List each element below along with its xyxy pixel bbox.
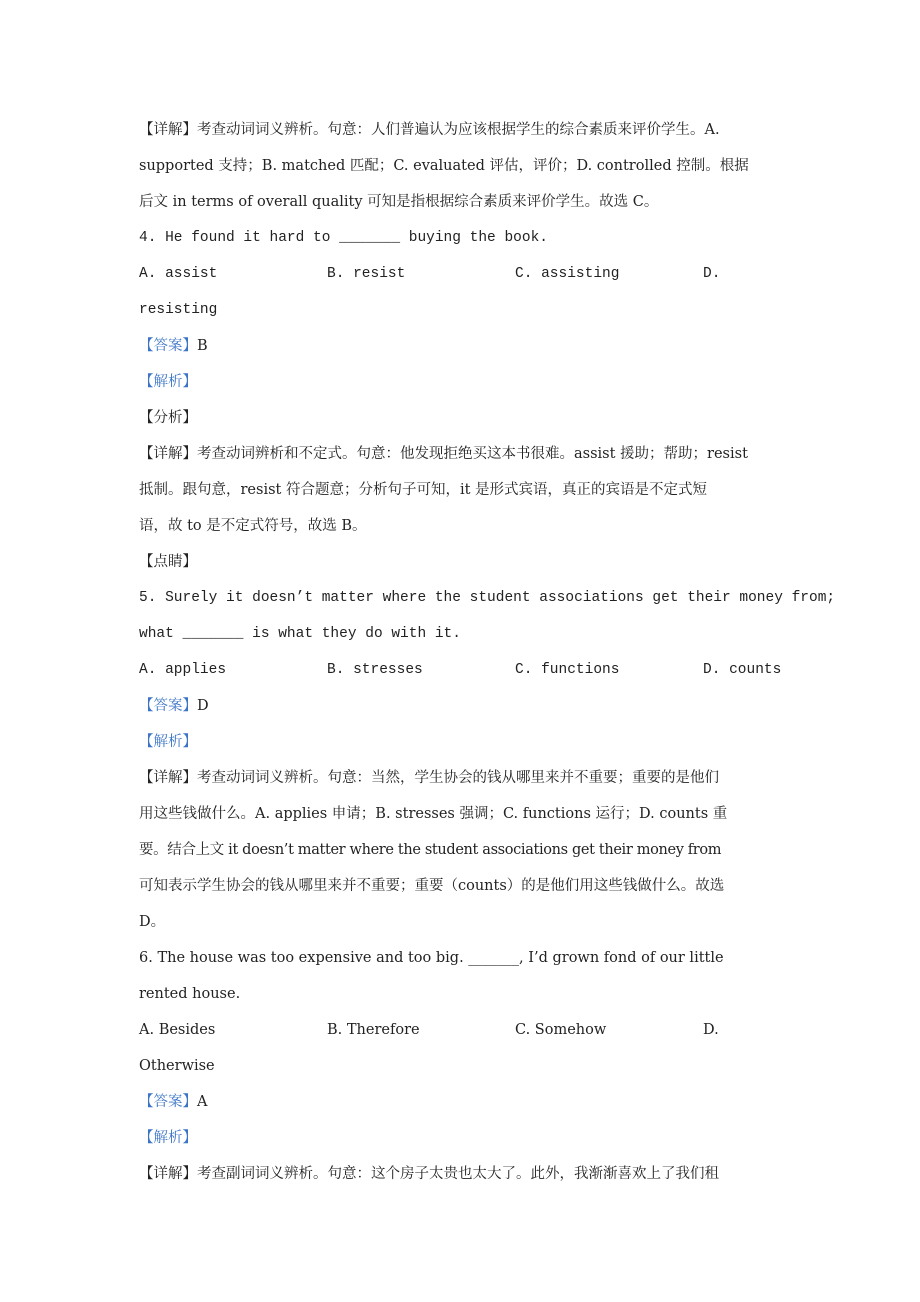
- document-page: [139, 112, 836, 1192]
- q4-detail-line: 【详解】考查动词辨析和不定式。句意：他发现拒绝买这本书很难。assist 援助；帮助；resist: [139, 446, 748, 462]
- q6-options: [139, 1012, 819, 1048]
- q6-option-a: A. Besides: [139, 1022, 216, 1038]
- q6-stem: rented house.: [139, 986, 241, 1002]
- answer-label: 【答案】: [139, 1094, 197, 1110]
- q4-answer: [139, 328, 819, 364]
- q4-fenxi-label: 【分析】: [139, 410, 197, 426]
- text-line: 后文 in terms of overall quality 可知是指根据综合素质来评价学生。故选 C。: [139, 194, 659, 210]
- q5-option-d: D. counts: [703, 662, 782, 678]
- q4-option-a: A. assist: [139, 266, 218, 282]
- q4-option-d: D.: [703, 266, 721, 282]
- answer-label: 【答案】: [139, 698, 197, 714]
- q6-option-d: D.: [703, 1022, 719, 1038]
- q5-detail-line: 【详解】考查动词词义辨析。句意：当然，学生协会的钱从哪里来并不重要；重要的是他们: [139, 770, 719, 786]
- q5-stem: what _______ is what they do with it.: [139, 626, 461, 642]
- q4-dianjing-label: 【点睛】: [139, 554, 197, 570]
- q5-stem: 5. Surely it doesn’t matter where the student associations get their money from;: [139, 590, 836, 606]
- q5-options: [139, 652, 819, 688]
- q5-option-c: C. functions: [515, 662, 620, 678]
- q6-option-d-text: Otherwise: [139, 1058, 215, 1074]
- q5-answer: [139, 688, 819, 724]
- q5-detail-line: 要。结合上文 it doesn’t matter where the student associations get their money from: [139, 842, 722, 858]
- q6-analysis-label: 【解析】: [139, 1130, 197, 1146]
- q6-stem: 6. The house was too expensive and too big. _______, I’d grown fond of our little: [139, 950, 724, 966]
- q6-detail-line: 【详解】考查副词词义辨析。句意：这个房子太贵也太大了。此外，我渐渐喜欢上了我们租: [139, 1166, 719, 1182]
- q4-options: [139, 256, 819, 292]
- q5-detail-line: D。: [139, 914, 166, 930]
- q4-stem: 4. He found it hard to _______ buying the book.: [139, 230, 548, 246]
- text-line: 【详解】考查动词词义辨析。句意：人们普遍认为应该根据学生的综合素质来评价学生。A.: [139, 122, 720, 138]
- q5-analysis-label: 【解析】: [139, 734, 197, 750]
- q5-option-a: A. applies: [139, 662, 227, 678]
- text-line: supported 支持；B. matched 匹配；C. evaluated 评估，评价；D. controlled 控制。根据: [139, 158, 749, 174]
- q6-option-b: B. Therefore: [327, 1022, 420, 1038]
- q6-answer: [139, 1084, 819, 1120]
- q4-detail-line: 抵制。跟句意，resist 符合题意；分析句子可知，it 是形式宾语，真正的宾语是不定式短: [139, 482, 708, 498]
- q5-detail-line: 用这些钱做什么。A. applies 申请；B. stresses 强调；C. functions 运行；D. counts 重: [139, 806, 728, 822]
- q5-option-b: B. stresses: [327, 662, 423, 678]
- q4-option-b: B. resist: [327, 266, 406, 282]
- q4-analysis-label: 【解析】: [139, 374, 197, 390]
- answer-value: D: [197, 698, 209, 714]
- q4-detail-line: 语，故 to 是不定式符号，故选 B。: [139, 518, 367, 534]
- q5-detail-line: 可知表示学生协会的钱从哪里来并不重要；重要（counts）的是他们用这些钱做什么。故选: [139, 878, 725, 894]
- q4-option-c: C. assisting: [515, 266, 620, 282]
- q6-option-c: C. Somehow: [515, 1022, 607, 1038]
- answer-value: B: [197, 338, 208, 354]
- q4-option-d-text: resisting: [139, 302, 218, 318]
- answer-label: 【答案】: [139, 338, 197, 354]
- answer-value: A: [197, 1094, 208, 1110]
